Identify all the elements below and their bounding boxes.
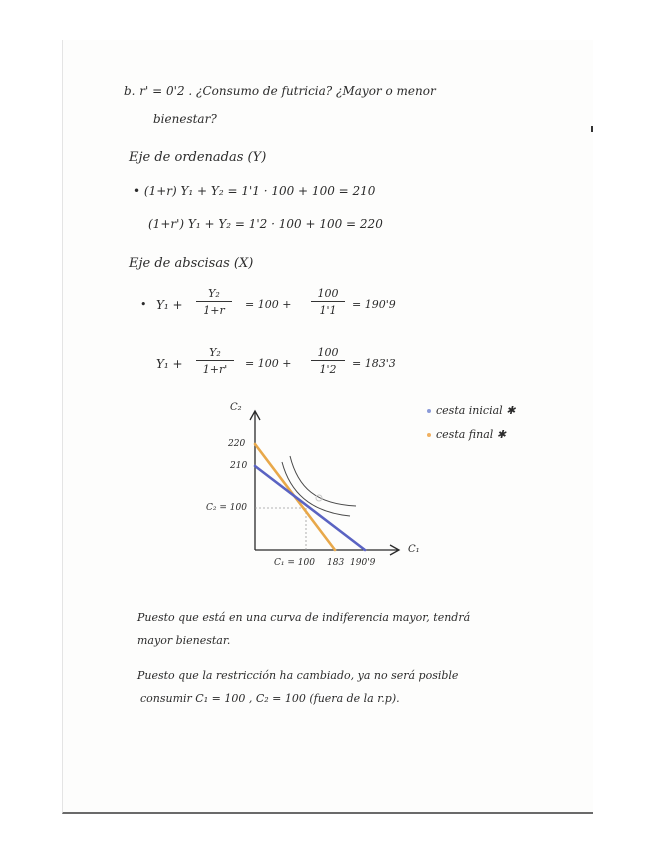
row2-fraction (196, 346, 234, 376)
row1-mid: = 100 + (245, 298, 292, 311)
row1-fraction-denominator: 1+r (203, 304, 225, 317)
row2-lhs: Y₁ + (156, 357, 183, 371)
row1-fraction2-numerator: 100 (311, 287, 345, 302)
x-axis-label: C₁ (408, 544, 420, 555)
row2-fraction2-numerator: 100 (311, 346, 345, 361)
abscissa-title: Eje de abscisas (X) (129, 256, 254, 271)
row2-result: = 183'3 (352, 357, 396, 370)
conclusion-2-line-1: Puesto que la restricción ha cambiado, ya no será posible (137, 669, 459, 682)
y-axis-label: C₂ (230, 402, 242, 413)
ordinate-title: Eje de ordenadas (Y) (129, 150, 267, 165)
budget-constraint-graph (220, 400, 420, 575)
ordinate-equation-1: • (1+r) Y₁ + Y₂ = 1'1 · 100 + 100 = 210 (133, 184, 376, 198)
x-tick-1909: 190'9 (350, 558, 376, 568)
row1-bullet: • (140, 298, 147, 311)
conclusion-1-line-2: mayor bienestar. (137, 634, 231, 647)
y-tick-210: 210 (230, 461, 248, 471)
conclusion-1-line-1: Puesto que está en una curva de indiferencia mayor, tendrá (137, 611, 471, 624)
row2-mid: = 100 + (245, 357, 292, 370)
conclusion-2-line-2: consumir C₁ = 100 , C₂ = 100 (fuera de la r.p). (140, 692, 400, 705)
legend-initial-label: cesta inicial ✱ (436, 404, 516, 417)
part-b-heading: b. r' = 0'2 . ¿Consumo de futricia? ¿Mayor o menor (124, 84, 436, 98)
y-tick-c2: C₂ = 100 (206, 503, 247, 513)
row1-fraction (196, 287, 232, 317)
legend-initial-dot (427, 409, 431, 413)
legend-final-dot (427, 433, 431, 437)
part-b-heading-line2: bienestar? (153, 112, 217, 126)
x-tick-c1: C₁ = 100 (274, 558, 315, 568)
pen-mark (591, 126, 593, 132)
legend-initial (427, 404, 515, 417)
row1-fraction2-denominator: 1'1 (319, 304, 337, 317)
row2-fraction-numerator: Y₂ (196, 346, 234, 361)
row2-fraction-denominator: 1+r' (202, 363, 228, 376)
row1-fraction-2 (311, 287, 345, 317)
legend-final-label: cesta final ✱ (436, 428, 507, 441)
row1-result: = 190'9 (352, 298, 396, 311)
y-tick-220: 220 (228, 439, 246, 449)
row1-lhs: Y₁ + (156, 298, 183, 312)
row2-fraction-2 (311, 346, 345, 376)
row2-fraction2-denominator: 1'2 (319, 363, 337, 376)
legend-final (427, 428, 506, 441)
x-tick-183: 183 (327, 558, 345, 568)
ordinate-equation-2: (1+r') Y₁ + Y₂ = 1'2 · 100 + 100 = 220 (148, 217, 383, 231)
row1-fraction-numerator: Y₂ (196, 287, 232, 302)
indifference-curve-2 (290, 456, 356, 506)
